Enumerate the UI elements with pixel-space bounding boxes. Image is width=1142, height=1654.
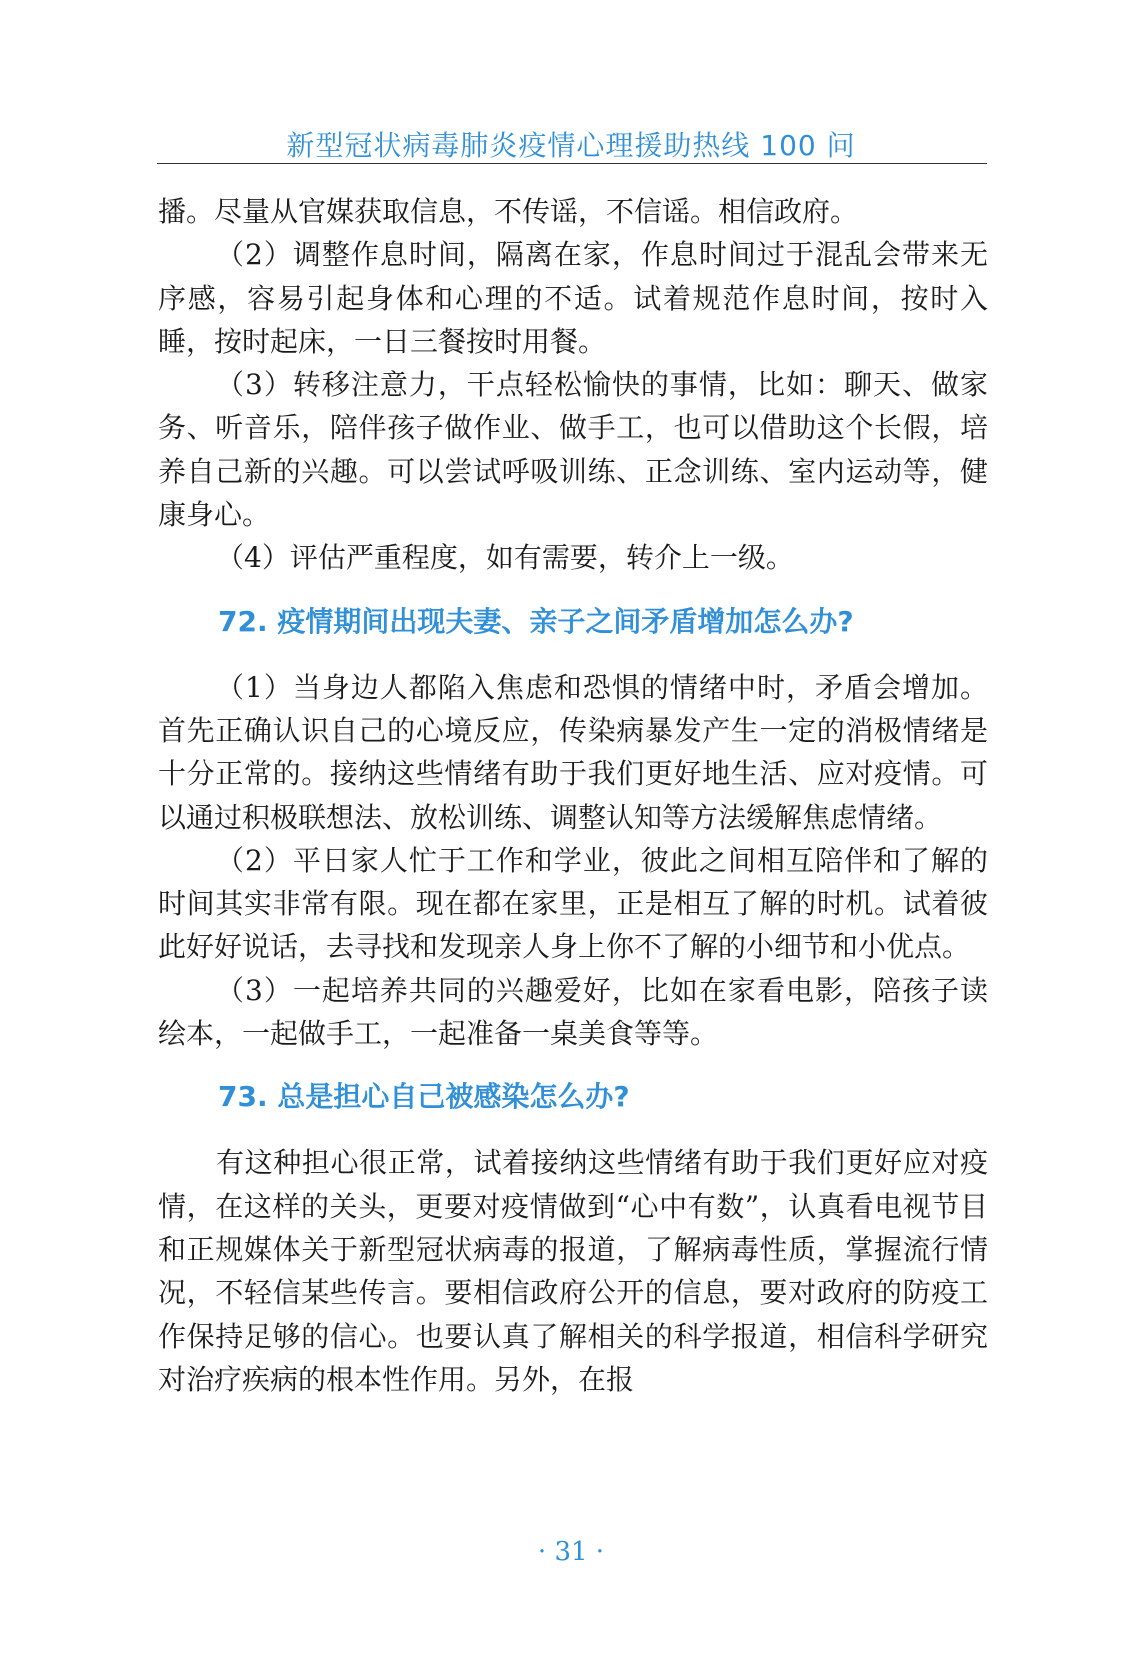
page-body	[158, 190, 988, 1401]
paragraph-item-4: （4）评估严重程度，如有需要，转介上一级。	[216, 541, 794, 575]
paragraph-continuation: 播。尽量从官媒获取信息，不传谣，不信谣。相信政府。	[158, 195, 859, 228]
section-72-paragraph-2: （2）平日家人忙于工作和学业，彼此之间相互陪伴和了解的时间其实非常有限。现在都在家里，正是相互了解的时机。试着彼此好好说话，去寻找和发现亲人身上你不了解的小细节和小优点。	[158, 843, 988, 964]
paragraph-item-2: （2）调整作息时间，隔离在家，作息时间过于混乱会带来无序感，容易引起身体和心理的不适。试着规范作息时间，按时入睡，按时起床，一日三餐按时用餐。	[158, 238, 988, 358]
section-72-heading: 72. 疫情期间出现夫妻、亲子之间矛盾增加怎么办?	[218, 604, 854, 638]
paragraph-item-3: （3）转移注意力，干点轻松愉快的事情，比如：聊天、做家务、听音乐，陪伴孩子做作业、做手工，也可以借助这个长假，培养自己新的兴趣。可以尝试呼吸训练、正念训练、室内运动等，健康身心。	[158, 368, 988, 532]
section-72-paragraph-3: （3）一起培养共同的兴趣爱好，比如在家看电影，陪孩子读绘本，一起做手工，一起准备一桌美食等等。	[158, 973, 988, 1051]
running-header-title: 新型冠状病毒肺炎疫情心理援助热线 100 问	[286, 129, 856, 162]
section-73-heading: 73. 总是担心自己被感染怎么办?	[218, 1080, 630, 1114]
section-72-paragraph-1: （1）当身边人都陷入焦虑和恐惧的情绪中时，矛盾会增加。首先正确认识自己的心境反应，传染病暴发产生一定的消极情绪是十分正常的。接纳这些情绪有助于我们更好地生活、应对疫情。可以通过积极联想法、放松训练、调整认知等方法缓解焦虑情绪。	[158, 670, 988, 834]
page-number: · 31 ·	[537, 1537, 605, 1567]
section-73-paragraph-1: 有这种担心很正常，试着接纳这些情绪有助于我们更好应对疫情，在这样的关头，更要对疫情做到“心中有数”，认真看电视节目和正规媒体关于新型冠状病毒的报道，了解病毒性质，掌握流行情况，不轻信某些传言。要相信政府公开的信息，要对政府的防疫工作保持足够的信心。也要认真了解相关的科学报道，相信科学研究对治疗疾病的根本性作用。另外，在报	[158, 1146, 988, 1396]
header-divider	[157, 163, 987, 164]
